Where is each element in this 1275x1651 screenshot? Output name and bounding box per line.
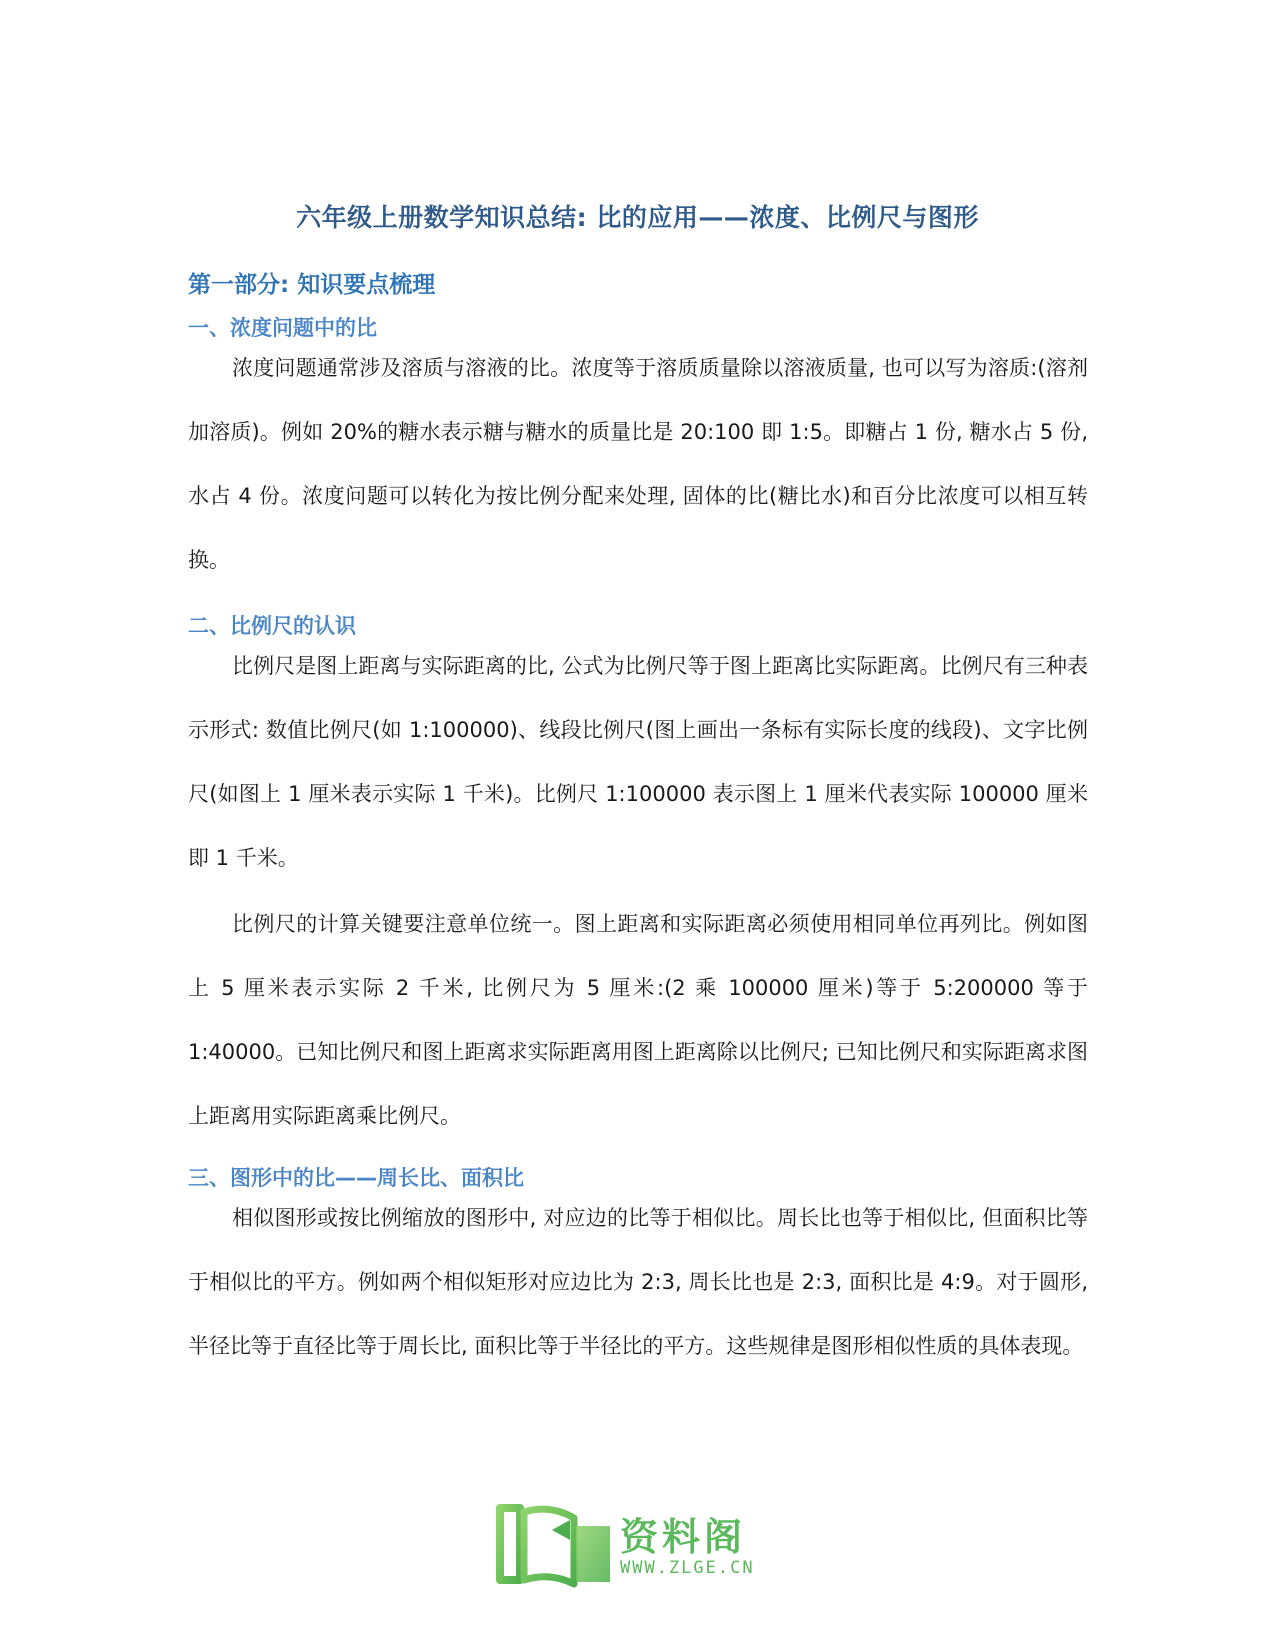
- document-title: 六年级上册数学知识总结: 比的应用——浓度、比例尺与图形: [296, 203, 979, 232]
- section-heading-concentration: 一、浓度问题中的比: [188, 316, 377, 340]
- section-heading-scale: 二、比例尺的认识: [188, 614, 356, 638]
- paragraph-concentration: 浓度问题通常涉及溶质与溶液的比。浓度等于溶质质量除以溶液质量, 也可以写为溶质:(溶剂加溶质)。例如 20%的糖水表示糖与糖水的质量比是 20:100 即 1:5。即糖占 1 份, 糖水占 5 份, 水占 4 份。浓度问题可以转化为按比例分配来处理, 固体的比(糖比水)和百分比浓度可以相互转换。: [188, 356, 1088, 572]
- watermark-url: WWW.ZLGE.CN: [620, 1558, 755, 1578]
- section-heading-shape-ratio: 三、图形中的比——周长比、面积比: [188, 1166, 524, 1190]
- part-heading: 第一部分: 知识要点梳理: [188, 272, 436, 298]
- paragraph-scale-calculation: 比例尺的计算关键要注意单位统一。图上距离和实际距离必须使用相同单位再列比。例如图上 5 厘米表示实际 2 千米, 比例尺为 5 厘米:(2 乘 100000 厘米)等于 5:200000 等于 1:40000。已知比例尺和图上距离求实际距离用图上距离除以比例尺; 已知比例尺和实际距离求图上距离用实际距离乘比例尺。: [188, 912, 1088, 1128]
- watermark-name: 资料阁: [620, 1515, 747, 1559]
- paragraph-shape-ratio: 相似图形或按比例缩放的图形中, 对应边的比等于相似比。周长比也等于相似比, 但面积比等于相似比的平方。例如两个相似矩形对应边比为 2:3, 周长比也是 2:3, 面积比是 4:9。对于圆形, 半径比等于直径比等于周长比, 面积比等于半径比的平方。这些规律是图形相似性质的具体表现。: [188, 1206, 1088, 1358]
- paragraph-scale-definition: 比例尺是图上距离与实际距离的比, 公式为比例尺等于图上距离比实际距离。比例尺有三种表示形式: 数值比例尺(如 1:100000)、线段比例尺(图上画出一条标有实际长度的线段)、文字比例尺(如图上 1 厘米表示实际 1 千米)。比例尺 1:100000 表示图上 1 厘米代表实际 100000 厘米即 1 千米。: [188, 654, 1088, 870]
